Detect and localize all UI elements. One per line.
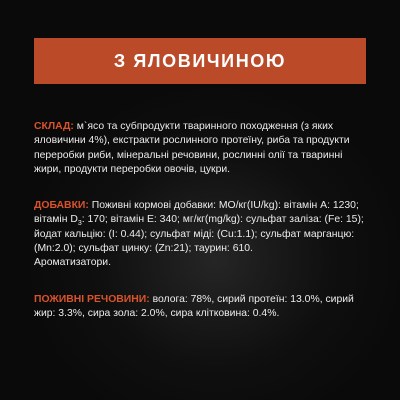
- nutrients-label: ПОЖИВНІ РЕЧОВИНИ:: [34, 293, 150, 305]
- additives-label: ДОБАВКИ:: [34, 200, 89, 212]
- nutrients-section: [34, 293, 368, 322]
- ingredients-panel: [34, 120, 368, 334]
- composition-section: [34, 120, 368, 177]
- vitamin-d-subscript: 3: [77, 220, 82, 228]
- additives-section: [34, 199, 368, 270]
- title-banner: [34, 38, 366, 84]
- additives-text-part2: : 170; вітамін Е: 340; мг/кг(mg/kg): сульфат заліза: (Fe: 15); йодат кальцію: (I: 0.44); сульфат міді: (Cu:1.1); сульфат марганцю: (Mn:2.0); сульфат цинку: (Zn:21); таурин: 610.: [34, 214, 364, 255]
- composition-label: СКЛАД:: [34, 121, 74, 132]
- banner-title: З ЯЛОВИЧИНОЮ: [113, 50, 287, 71]
- additives-text-part1: Поживні кормові добавки: МО/кг(IU/kg): вітамін А: 1230; вітамін D: [34, 200, 359, 226]
- flavorings-text: Ароматизатори.: [34, 257, 111, 269]
- nutrients-text: волога: 78%, сирий протеїн: 13.0%, сирий жир: 3.3%, сира зола: 2.0%, сира клітковина: 0.4%.: [34, 293, 354, 319]
- composition-text: м`ясо та субпродукти тваринного походження (з яких яловичини 4%), екстракти рослинного протеїну, риба та продукти переробки риби, мінеральні речовини, рослинні олії та тваринні жири, продукти переробки овочів, цукри.: [34, 121, 350, 175]
